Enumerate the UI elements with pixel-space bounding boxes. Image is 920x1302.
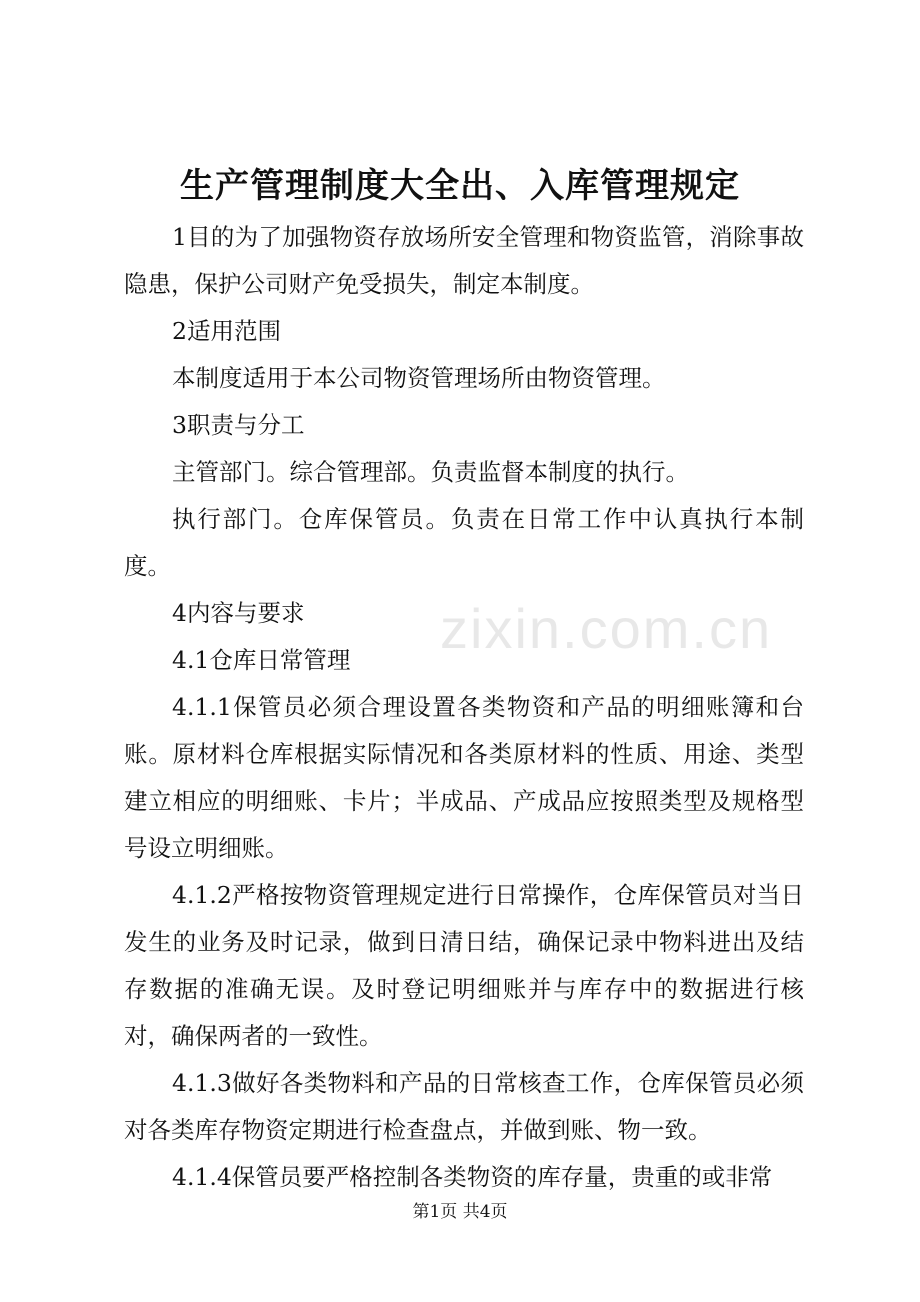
paragraph: 执行部门。仓库保管员。负责在日常工作中认真执行本制度。 [124,505,804,580]
document-body [124,214,804,1201]
paragraph: 4.1.3做好各类物料和产品的日常核查工作，仓库保管员必须对各类库存物资定期进行检查盘点，并做到账、物一致。 [124,1069,804,1144]
paragraph: 主管部门。综合管理部。负责监督本制度的执行。 [172,458,689,486]
paragraph: 本制度适用于本公司物资管理场所由物资管理。 [172,364,666,392]
section-heading: 2适用范围 [172,317,281,345]
watermark: zixin.com.cn [440,597,773,660]
paragraph: 4.1.4保管员要严格控制各类物资的库存量，贵重的或非常 [172,1163,773,1191]
subsection-heading: 4.1仓库日常管理 [172,646,351,674]
section-heading: 3职责与分工 [172,411,305,439]
paragraph: 1目的为了加强物资存放场所安全管理和物资监管，消除事故隐患，保护公司财产免受损失，制定本制度。 [124,223,804,298]
paragraph: 4.1.1保管员必须合理设置各类物资和产品的明细账簿和台账。原材料仓库根据实际情况和各类原材料的性质、用途、类型建立相应的明细账、卡片；半成品、产成品应按照类型及规格型号设立明细账。 [124,693,804,862]
document-title: 生产管理制度大全出、入库管理规定 [180,166,740,206]
section-heading: 4内容与要求 [172,599,305,627]
page-footer: 第1页 共4页 [412,1202,508,1222]
paragraph: 4.1.2严格按物资管理规定进行日常操作，仓库保管员对当日发生的业务及时记录，做到日清日结，确保记录中物料进出及结存数据的准确无误。及时登记明细账并与库存中的数据进行核对，确保两者的一致性。 [124,881,804,1050]
